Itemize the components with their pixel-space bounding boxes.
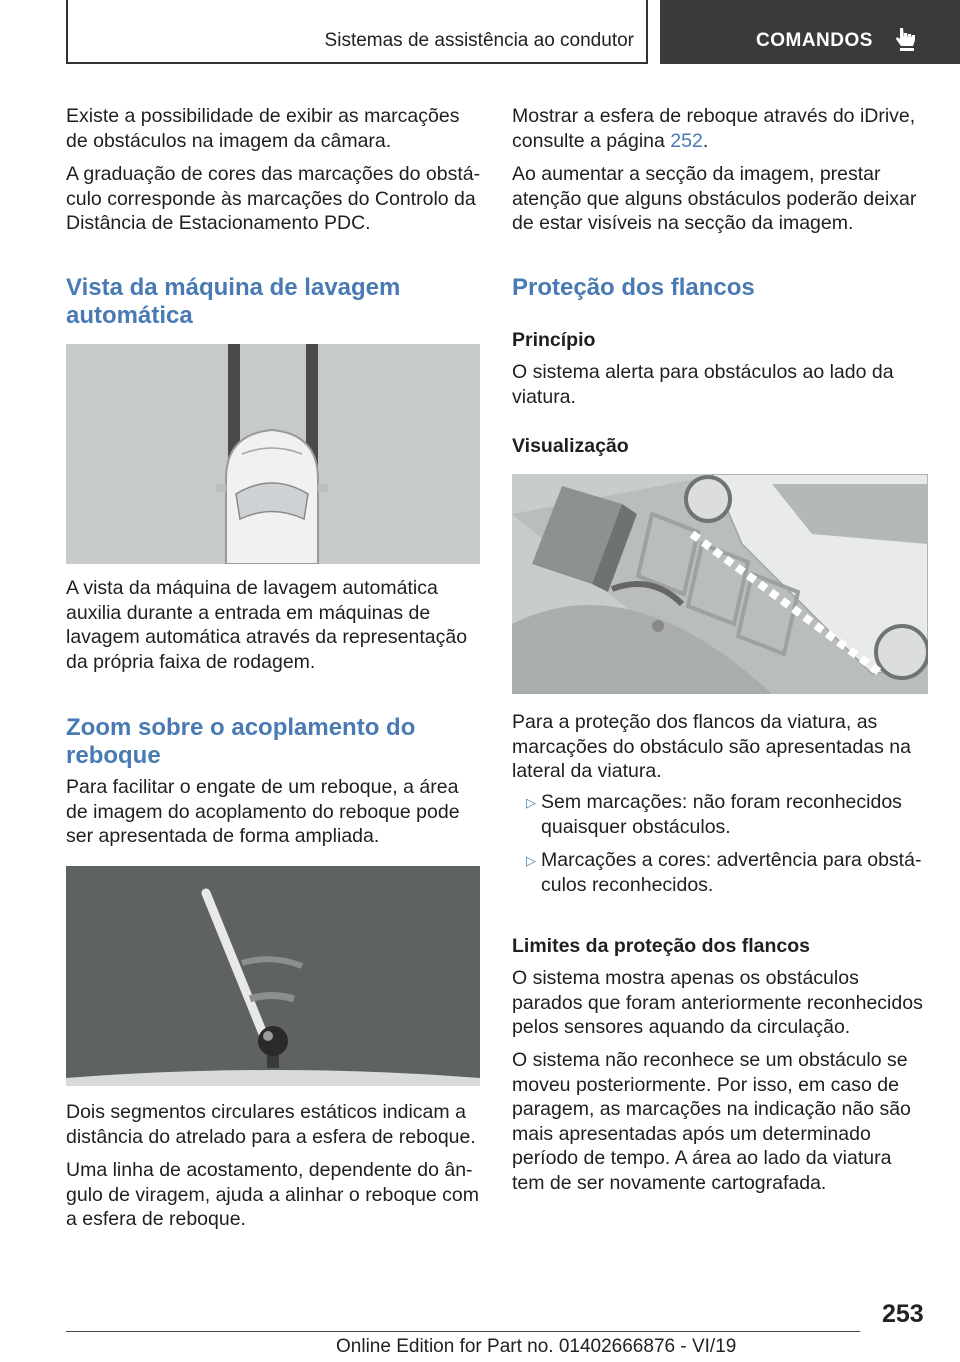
- idrive-paragraph: [512, 104, 928, 153]
- heading-tow-zoom: Zoom sobre o acoplamento do reboque: [66, 714, 416, 769]
- tow-paragraph-2: Uma linha de acostamento, dependente do ângulo de viragem, ajuda a alinhar o reboque com a esfera de reboque.: [66, 1159, 480, 1230]
- footer-divider: [66, 1331, 860, 1332]
- bullet-item-2: Marcações a cores: advertência para obstáculos reconhecidos.: [541, 849, 922, 896]
- tow-zoom-paragraph: Para facilitar o engate de um reboque, a área de imagem do acoplamento do reboque pode ser apresentada de forma ampliada.: [66, 776, 460, 847]
- distance-arc-near: [250, 996, 294, 1000]
- page-link-252[interactable]: 252: [670, 129, 703, 152]
- tow-ball: [258, 1026, 288, 1056]
- bullet-marker-2: ▷: [526, 853, 536, 868]
- heading-carwash-view: Vista da máquina de lavagem automática: [66, 274, 401, 329]
- tow-hitch-zoom-figure: [66, 866, 480, 1086]
- zoom-warning-paragraph: Ao aumentar a secção da imagem, prestar atenção que alguns obstáculos poderão deixar de estar visíveis na secção da imagem.: [512, 163, 917, 234]
- tow-paragraph-1: Dois segmentos circulares estáticos indicam a distância do atrelado para a esfera de reboque.: [66, 1101, 476, 1148]
- idrive-text: Mostrar a esfera de reboque através do iDrive, consulte a página: [512, 105, 916, 152]
- display-paragraph: Para a proteção dos flancos da viatura, as marcações do obstáculo são apresentadas na lateral da viatura.: [512, 711, 911, 782]
- footer-edition: Online Edition for Part no. 01402666876 - VI/19: [336, 1336, 737, 1357]
- heading-flank-protection: Proteção dos flancos: [512, 274, 755, 301]
- idrive-text-end: .: [702, 129, 709, 152]
- page-number: 253: [882, 1300, 924, 1328]
- heading-limits: Limites da proteção dos flancos: [512, 935, 810, 957]
- intro-paragraph-1: Existe a possibilidade de exibir as marcações de obstáculos na imagem da câmara.: [66, 105, 460, 152]
- principle-paragraph: O sistema alerta para obstáculos ao lado da viatura.: [512, 361, 894, 408]
- carwash-paragraph: A vista da máquina de lavagem automática auxilia durante a entrada em máquinas de lavagem automática através da representação da própria faixa de rodagem.: [66, 577, 468, 673]
- limits-paragraph-1: O sistema mostra apenas os obstáculos parados que foram anteriormente reconhecidos pelos sensores aquando da circulação.: [512, 967, 923, 1038]
- hand-pointer-icon: [894, 26, 920, 52]
- flank-protection-figure: [512, 474, 928, 694]
- section-title: Sistemas de assistência ao condutor: [324, 30, 634, 51]
- heading-principle: Princípio: [512, 329, 596, 351]
- header-section-box: [66, 0, 648, 64]
- chapter-tab-label: COMANDOS: [756, 30, 873, 51]
- intro-paragraph-2: A graduação de cores das marcações do obstáculo corresponde às marcações do Controlo da Distância de Estacionamento PDC.: [66, 163, 481, 234]
- car-top-view: [216, 430, 328, 564]
- heading-display: Visualização: [512, 435, 629, 457]
- limits-paragraph-2: O sistema não reconhece se um obstáculo se moveu posteriormente. Por isso, em caso de paragem, as marcações na indicação não são mais apresentadas após um determinado período de tempo. A área ao lado da viatura tem de ser novamente cartografada.: [512, 1049, 911, 1194]
- carwash-view-figure: [66, 344, 480, 564]
- bullet-item-1: Sem marcações: não foram reconhecidos quaisquer obstáculos.: [541, 791, 902, 838]
- bullet-marker-1: ▷: [526, 795, 536, 810]
